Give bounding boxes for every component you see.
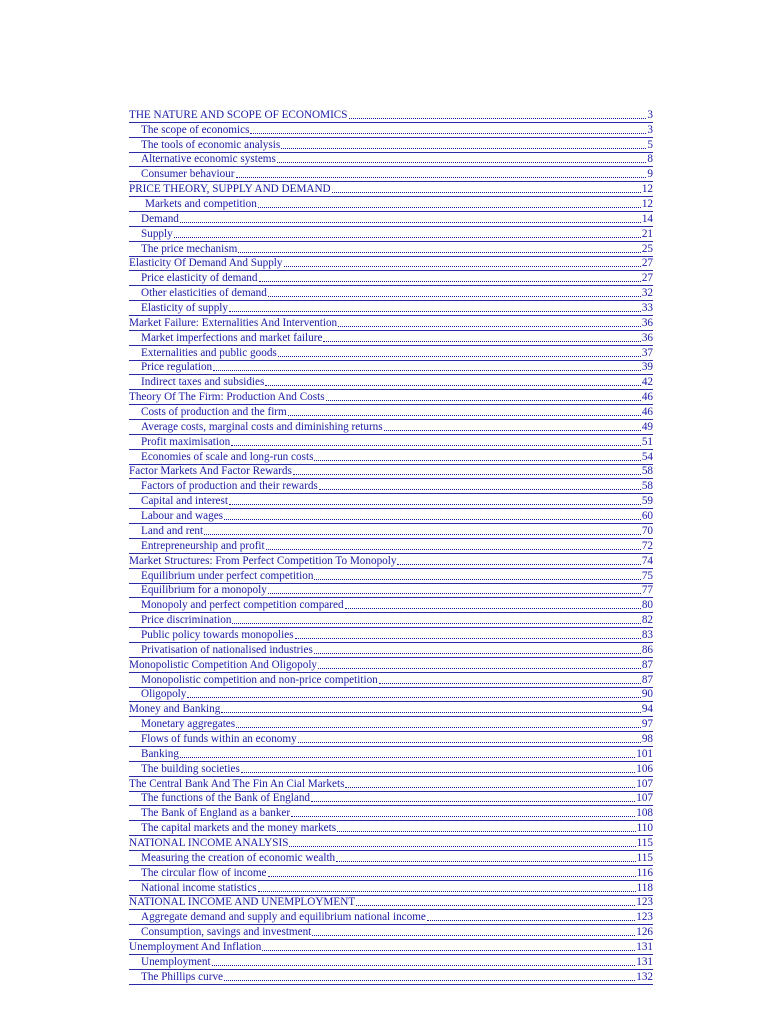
dot-leader: [224, 980, 635, 981]
toc-entry-title: Supply: [141, 227, 173, 240]
toc-section-link[interactable]: [129, 970, 653, 985]
toc-entry-title: Banking: [141, 747, 179, 760]
dot-leader: [221, 712, 640, 713]
toc-page-number: 132: [636, 970, 653, 983]
toc-page-number: 58: [641, 465, 653, 478]
toc-entry-title: Alternative economic systems: [141, 153, 276, 166]
dot-leader: [326, 400, 641, 401]
toc-page-number: 80: [641, 599, 653, 612]
toc-page-number: 131: [636, 940, 653, 953]
toc-section-link[interactable]: [129, 925, 653, 940]
toc-entry-title: Costs of production and the firm: [141, 406, 287, 419]
dot-leader: [323, 341, 640, 342]
toc-section-link[interactable]: [129, 494, 653, 509]
toc-chapter-link[interactable]: [129, 316, 653, 331]
dot-leader: [277, 162, 647, 163]
dot-leader: [229, 311, 641, 312]
dot-leader: [284, 266, 641, 267]
toc-page-number: 107: [636, 777, 653, 790]
toc-page-number: 72: [641, 539, 653, 552]
dot-leader: [187, 697, 640, 698]
toc-page-number: 25: [641, 242, 653, 255]
toc-entry-title: Labour and wages: [141, 510, 224, 523]
toc-chapter-link[interactable]: [129, 702, 653, 717]
dot-leader: [268, 876, 636, 877]
toc-chapter-link[interactable]: [129, 777, 653, 792]
toc-page-number: 87: [641, 673, 653, 686]
toc-entry-title: PRICE THEORY, SUPPLY AND DEMAND: [129, 183, 331, 196]
toc-page-number: 3: [647, 108, 653, 121]
toc-page-number: 33: [641, 302, 653, 315]
toc-section-link[interactable]: [129, 569, 653, 584]
toc-page-number: 51: [641, 435, 653, 448]
toc-page-number: 36: [641, 331, 653, 344]
toc-entry-title: Demand: [141, 212, 179, 225]
toc-page-number: 36: [641, 316, 653, 329]
toc-entry-title: The building societies: [141, 762, 240, 775]
dot-leader: [231, 445, 641, 446]
toc-entry-title: Consumption, savings and investment: [141, 926, 312, 939]
dot-leader: [250, 133, 646, 134]
toc-entry-title: The Phillips curve: [141, 970, 224, 983]
toc-page-number: 123: [636, 911, 653, 924]
toc-section-link[interactable]: [129, 688, 653, 703]
toc-chapter-link[interactable]: [129, 465, 653, 480]
dot-leader: [213, 370, 641, 371]
toc-section-link[interactable]: [129, 167, 653, 182]
dot-leader: [345, 787, 635, 788]
dot-leader: [349, 118, 647, 119]
toc-entry-title: NATIONAL INCOME AND UNEMPLOYMENT: [129, 896, 356, 909]
toc-page-number: 110: [636, 822, 653, 835]
dot-leader: [288, 415, 641, 416]
toc-chapter-link[interactable]: [129, 108, 653, 123]
dot-leader: [293, 474, 641, 475]
toc-chapter-link[interactable]: [129, 940, 653, 955]
toc-section-link[interactable]: [129, 955, 653, 970]
toc-page-number: 106: [636, 762, 653, 775]
toc-entry-title: Monopolistic competition and non-price competition: [141, 673, 378, 686]
toc-page-number: 9: [647, 168, 653, 181]
dot-leader: [356, 905, 635, 906]
table-of-contents: [129, 108, 653, 985]
dot-leader: [265, 385, 640, 386]
dot-leader: [224, 519, 641, 520]
toc-page-number: 107: [636, 792, 653, 805]
toc-section-link[interactable]: [129, 806, 653, 821]
toc-page-number: 8: [647, 153, 653, 166]
toc-chapter-link[interactable]: [129, 182, 653, 197]
toc-entry-title: NATIONAL INCOME ANALYSIS: [129, 836, 289, 849]
toc-section-link[interactable]: [129, 643, 653, 658]
toc-entry-title: The Bank of England as a banker: [141, 807, 291, 820]
toc-page-number: 12: [641, 198, 653, 211]
toc-page-number: 108: [636, 807, 653, 820]
toc-entry-title: Market Structures: From Perfect Competition To Monopoly: [129, 554, 397, 567]
toc-section-link[interactable]: [129, 227, 653, 242]
toc-chapter-link[interactable]: [129, 390, 653, 405]
toc-entry-title: Consumer behaviour: [141, 168, 235, 181]
toc-section-link[interactable]: [129, 747, 653, 762]
dot-leader: [262, 950, 635, 951]
toc-section-link[interactable]: [129, 717, 653, 732]
toc-page-number: 58: [641, 480, 653, 493]
toc-page-number: 77: [641, 584, 653, 597]
toc-entry-title: Oligopoly: [141, 688, 187, 701]
toc-page-number: 101: [636, 747, 653, 760]
toc-entry-title: Factors of production and their rewards: [141, 480, 318, 493]
dot-leader: [180, 757, 635, 758]
toc-page-number: 32: [641, 287, 653, 300]
dot-leader: [427, 920, 635, 921]
toc-entry-title: The price mechanism: [141, 242, 238, 255]
toc-page-number: 94: [641, 703, 653, 716]
dot-leader: [241, 772, 635, 773]
dot-leader: [291, 816, 635, 817]
dot-leader: [311, 801, 635, 802]
toc-entry-title: Price discrimination: [141, 614, 232, 627]
dot-leader: [298, 742, 641, 743]
toc-entry-title: Elasticity Of Demand And Supply: [129, 257, 283, 270]
dot-leader: [266, 549, 641, 550]
toc-section-link[interactable]: [129, 628, 653, 643]
toc-entry-title: Land and rent: [141, 524, 204, 537]
toc-section-link[interactable]: [129, 881, 653, 896]
toc-entry-title: The Central Bank And The Fin An Cial Markets: [129, 777, 345, 790]
toc-section-link[interactable]: [129, 762, 653, 777]
dot-leader: [295, 638, 641, 639]
dot-leader: [278, 356, 641, 357]
toc-entry-title: Equilibrium for a monopoly: [141, 584, 267, 597]
dot-leader: [332, 192, 641, 193]
toc-section-link[interactable]: [129, 375, 653, 390]
dot-leader: [314, 653, 641, 654]
dot-leader: [258, 891, 636, 892]
toc-section-link[interactable]: [129, 331, 653, 346]
toc-page-number: 126: [636, 926, 653, 939]
toc-page-number: 60: [641, 510, 653, 523]
toc-section-link[interactable]: [129, 435, 653, 450]
toc-entry-title: Market Failure: Externalities And Intervention: [129, 316, 338, 329]
dot-leader: [345, 608, 641, 609]
toc-page-number: 87: [641, 658, 653, 671]
toc-page-number: 115: [636, 836, 653, 849]
toc-page-number: 90: [641, 688, 653, 701]
toc-entry-title: Indirect taxes and subsidies: [141, 376, 265, 389]
toc-page-number: 98: [641, 732, 653, 745]
toc-entry-title: The scope of economics: [141, 123, 250, 136]
dot-leader: [289, 846, 635, 847]
toc-page-number: 54: [641, 450, 653, 463]
toc-section-link[interactable]: [129, 598, 653, 613]
toc-entry-title: THE NATURE AND SCOPE OF ECONOMICS: [129, 108, 348, 121]
dot-leader: [318, 668, 641, 669]
dot-leader: [314, 579, 640, 580]
toc-page-number: 46: [641, 391, 653, 404]
toc-page-number: 46: [641, 406, 653, 419]
toc-section-link[interactable]: [129, 509, 653, 524]
toc-chapter-link[interactable]: [129, 257, 653, 272]
toc-section-link[interactable]: [129, 866, 653, 881]
toc-section-link[interactable]: [129, 361, 653, 376]
toc-section-link[interactable]: [129, 405, 653, 420]
toc-entry-title: Other elasticities of demand: [141, 287, 267, 300]
toc-entry-title: Externalities and public goods: [141, 346, 277, 359]
dot-leader: [258, 207, 641, 208]
dot-leader: [212, 965, 636, 966]
toc-page-number: 59: [641, 495, 653, 508]
toc-section-link[interactable]: [129, 123, 653, 138]
toc-section-link[interactable]: [129, 851, 653, 866]
toc-entry-title: Unemployment And Inflation: [129, 940, 262, 953]
dot-leader: [268, 593, 641, 594]
toc-page-number: 75: [641, 569, 653, 582]
toc-entry-title: Price regulation: [141, 361, 213, 374]
toc-page-number: 118: [636, 881, 653, 894]
toc-section-link[interactable]: [129, 673, 653, 688]
toc-page-number: 37: [641, 346, 653, 359]
dot-leader: [379, 683, 641, 684]
toc-entry-title: Elasticity of supply: [141, 302, 229, 315]
toc-section-link[interactable]: [129, 584, 653, 599]
toc-section-link[interactable]: [129, 197, 653, 212]
dot-leader: [312, 935, 635, 936]
toc-page-number: 14: [641, 212, 653, 225]
dot-leader: [174, 237, 641, 238]
toc-entry-title: Profit maximisation: [141, 435, 231, 448]
dot-leader: [319, 489, 641, 490]
toc-entry-title: Public policy towards monopolies: [141, 628, 294, 641]
toc-page-number: 27: [641, 257, 653, 270]
toc-entry-title: Equilibrium under perfect competition: [141, 569, 314, 582]
toc-entry-title: Capital and interest: [141, 495, 228, 508]
toc-entry-title: The capital markets and the money markets: [141, 822, 337, 835]
toc-section-link[interactable]: [129, 821, 653, 836]
toc-section-link[interactable]: [129, 242, 653, 257]
toc-entry-title: Entrepreneurship and profit: [141, 539, 265, 552]
toc-section-link[interactable]: [129, 450, 653, 465]
toc-page-number: 12: [641, 183, 653, 196]
toc-section-link[interactable]: [129, 792, 653, 807]
toc-page-number: 5: [647, 138, 653, 151]
toc-page-number: 27: [641, 272, 653, 285]
toc-entry-title: Factor Markets And Factor Rewards: [129, 465, 292, 478]
toc-section-link[interactable]: [129, 346, 653, 361]
dot-leader: [229, 504, 641, 505]
dot-leader: [259, 281, 641, 282]
toc-entry-title: Market imperfections and market failure: [141, 331, 323, 344]
toc-entry-title: The functions of the Bank of England: [141, 792, 311, 805]
toc-entry-title: Economies of scale and long-run costs: [141, 450, 314, 463]
toc-page-number: 3: [647, 123, 653, 136]
dot-leader: [268, 296, 641, 297]
toc-entry-title: Measuring the creation of economic wealth: [141, 851, 336, 864]
dot-leader: [336, 861, 635, 862]
toc-entry-title: Price elasticity of demand: [141, 272, 258, 285]
toc-section-link[interactable]: [129, 910, 653, 925]
toc-page-number: 83: [641, 628, 653, 641]
toc-chapter-link[interactable]: [129, 554, 653, 569]
toc-entry-title: The circular flow of income: [141, 866, 267, 879]
toc-entry-title: Theory Of The Firm: Production And Costs: [129, 391, 325, 404]
toc-page-number: 123: [636, 896, 653, 909]
dot-leader: [180, 222, 641, 223]
toc-page-number: 82: [641, 614, 653, 627]
toc-entry-title: Monopolistic Competition And Oligopoly: [129, 658, 318, 671]
toc-page-number: 131: [636, 955, 653, 968]
toc-chapter-link[interactable]: [129, 836, 653, 851]
toc-page-number: 49: [641, 420, 653, 433]
dot-leader: [337, 831, 636, 832]
toc-entry-title: National income statistics: [141, 881, 257, 894]
toc-section-link[interactable]: [129, 732, 653, 747]
toc-entry-title: Markets and competition: [145, 198, 257, 211]
toc-section-link[interactable]: [129, 479, 653, 494]
toc-entry-title: Unemployment: [141, 955, 211, 968]
toc-page-number: 21: [641, 227, 653, 240]
dot-leader: [338, 326, 641, 327]
dot-leader: [232, 623, 640, 624]
toc-page-number: 97: [641, 718, 653, 731]
toc-section-link[interactable]: [129, 271, 653, 286]
dot-leader: [238, 252, 641, 253]
toc-section-link[interactable]: [129, 524, 653, 539]
toc-section-link[interactable]: [129, 286, 653, 301]
dot-leader: [384, 430, 641, 431]
toc-entry-title: Monopoly and perfect competition compared: [141, 599, 344, 612]
toc-page-number: 70: [641, 524, 653, 537]
toc-entry-title: Aggregate demand and supply and equilibrium national income: [141, 911, 426, 924]
toc-section-link[interactable]: [129, 138, 653, 153]
toc-section-link[interactable]: [129, 539, 653, 554]
toc-page-number: 39: [641, 361, 653, 374]
toc-section-link[interactable]: [129, 301, 653, 316]
toc-page-number: 74: [641, 554, 653, 567]
toc-entry-title: Money and Banking: [129, 703, 221, 716]
toc-entry-title: Average costs, marginal costs and diminishing returns: [141, 420, 383, 433]
toc-section-link[interactable]: [129, 420, 653, 435]
toc-page-number: 86: [641, 643, 653, 656]
toc-chapter-link[interactable]: [129, 658, 653, 673]
dot-leader: [397, 564, 640, 565]
toc-entry-title: The tools of economic analysis: [141, 138, 281, 151]
dot-leader: [314, 460, 640, 461]
toc-entry-title: Privatisation of nationalised industries: [141, 643, 313, 656]
toc-page-number: 115: [636, 851, 653, 864]
toc-page-number: 42: [641, 376, 653, 389]
toc-chapter-link[interactable]: [129, 896, 653, 911]
toc-entry-title: Flows of funds within an economy: [141, 732, 297, 745]
toc-section-link[interactable]: [129, 613, 653, 628]
toc-entry-title: Monetary aggregates: [141, 718, 236, 731]
toc-page-number: 116: [636, 866, 653, 879]
toc-section-link[interactable]: [129, 212, 653, 227]
toc-section-link[interactable]: [129, 153, 653, 168]
dot-leader: [236, 727, 641, 728]
dot-leader: [281, 148, 646, 149]
dot-leader: [236, 177, 647, 178]
dot-leader: [204, 534, 641, 535]
